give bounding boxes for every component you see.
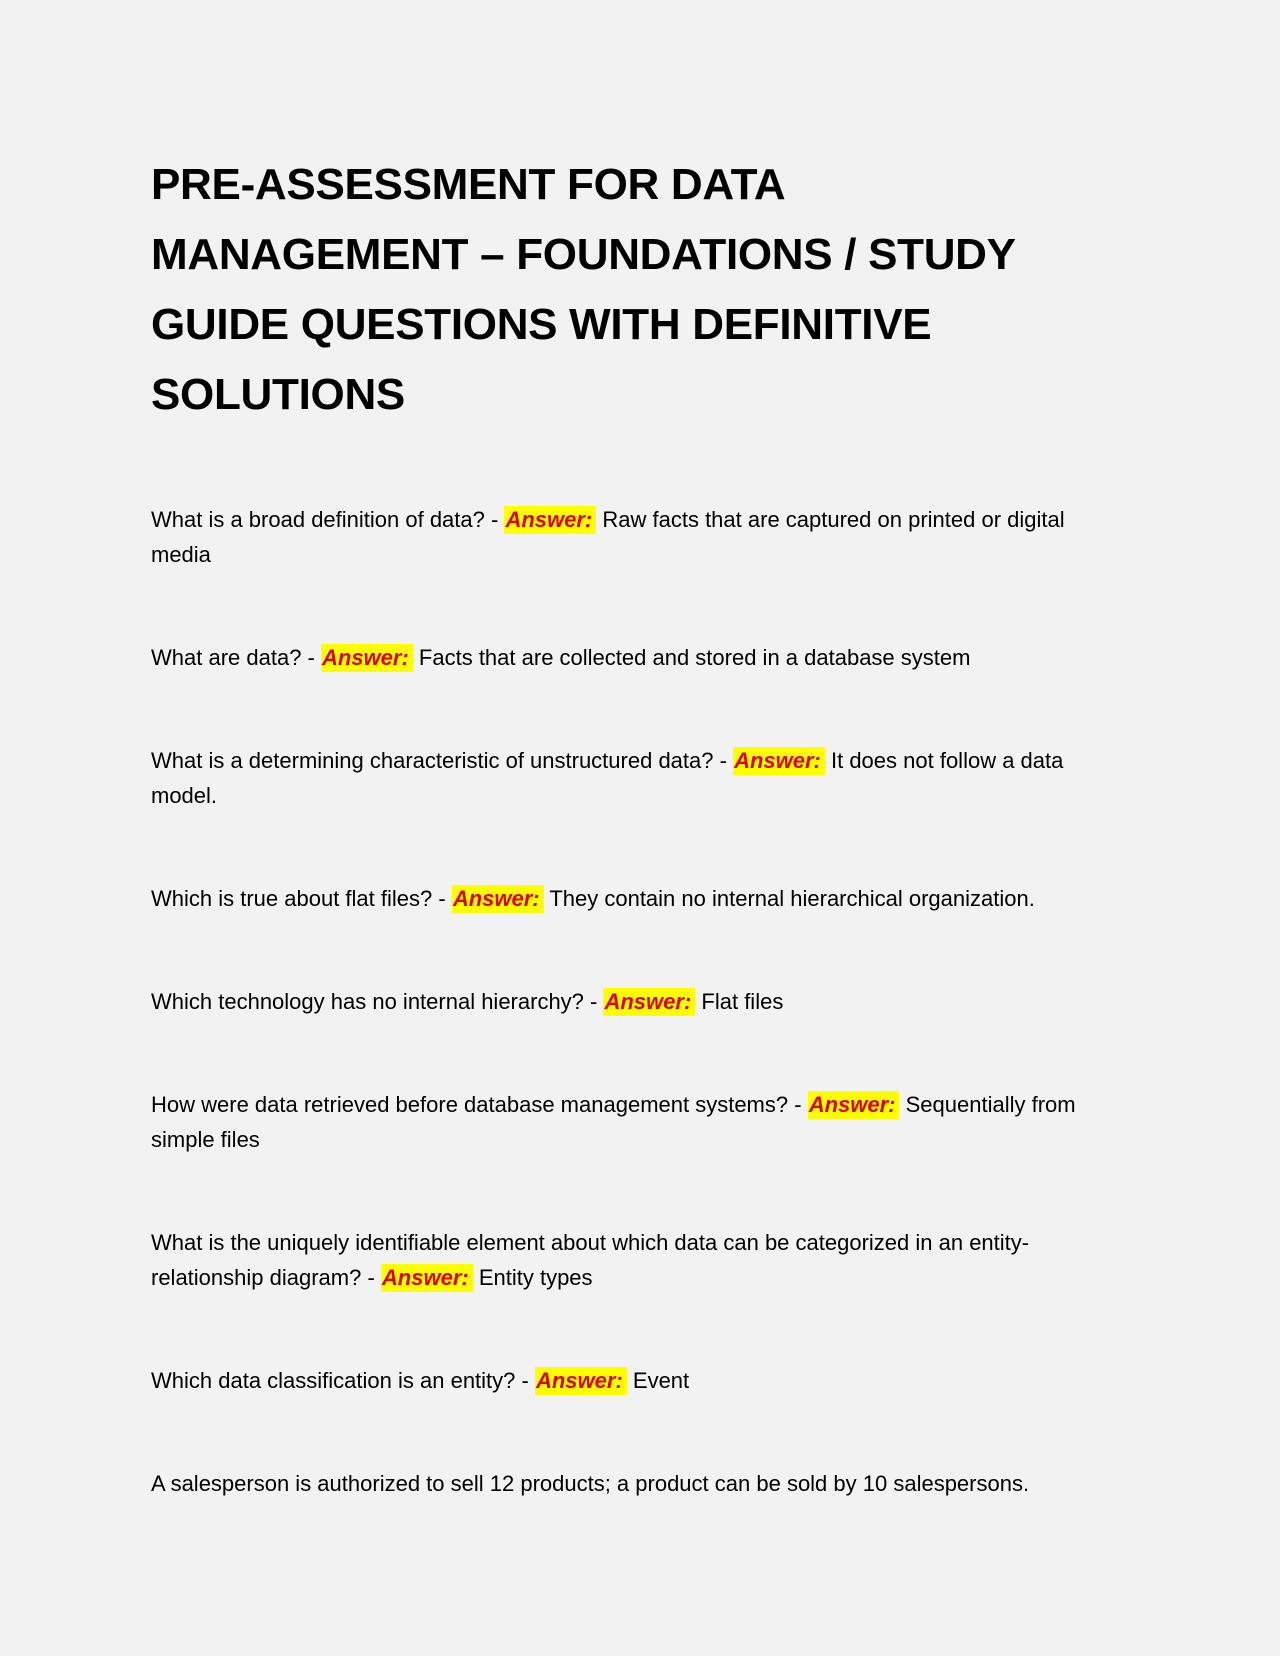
answer-text: Flat files [701, 989, 784, 1014]
qa-item [151, 743, 1111, 813]
answer-label: Answer: [733, 747, 825, 775]
question-text: Which is true about flat files? - [151, 886, 446, 911]
answer-text: Entity types [478, 1265, 593, 1290]
trailing-question: A salesperson is authorized to sell 12 products; a product can be sold by 10 salespersons. [151, 1471, 1030, 1496]
answer-text: Facts that are collected and stored in a database system [418, 645, 971, 670]
question-text: Which data classification is an entity? - [151, 1368, 529, 1393]
question-text: How were data retrieved before database management systems? - [151, 1092, 802, 1117]
answer-text: Sequentially from simple files [151, 1092, 1076, 1152]
answer-label: Answer: [603, 988, 695, 1016]
qa-item [151, 502, 1111, 572]
qa-item [151, 1363, 1111, 1398]
document-title: PRE-ASSESSMENT FOR DATA MANAGEMENT – FOUNDATIONS / STUDY GUIDE QUESTIONS WITH DEFINITIVE SOLUTIONS [151, 160, 1015, 419]
answer-text: It does not follow a data model. [151, 748, 1064, 808]
answer-label: Answer: [381, 1264, 473, 1292]
answer-label: Answer: [535, 1367, 627, 1395]
answer-label: Answer: [504, 506, 596, 534]
qa-item [151, 640, 1111, 675]
answer-label: Answer: [452, 885, 544, 913]
question-text: What is a determining characteristic of unstructured data? - [151, 748, 727, 773]
answer-text: Event [632, 1368, 690, 1393]
question-text: What is a broad definition of data? - [151, 507, 499, 532]
question-text: What is the uniquely identifiable element about which data can be categorized in an entity-relationship diagram? - [151, 1230, 1030, 1290]
qa-list [151, 502, 1150, 1501]
qa-item [151, 1087, 1111, 1157]
answer-text: Raw facts that are captured on printed or digital media [151, 507, 1065, 567]
qa-item [151, 984, 1111, 1019]
qa-item [151, 1225, 1111, 1295]
question-text: Which technology has no internal hierarchy? - [151, 989, 598, 1014]
qa-item [151, 881, 1111, 916]
answer-text: They contain no internal hierarchical organization. [549, 886, 1035, 911]
question-text: What are data? - [151, 645, 315, 670]
answer-label: Answer: [808, 1091, 900, 1119]
answer-label: Answer: [321, 644, 413, 672]
